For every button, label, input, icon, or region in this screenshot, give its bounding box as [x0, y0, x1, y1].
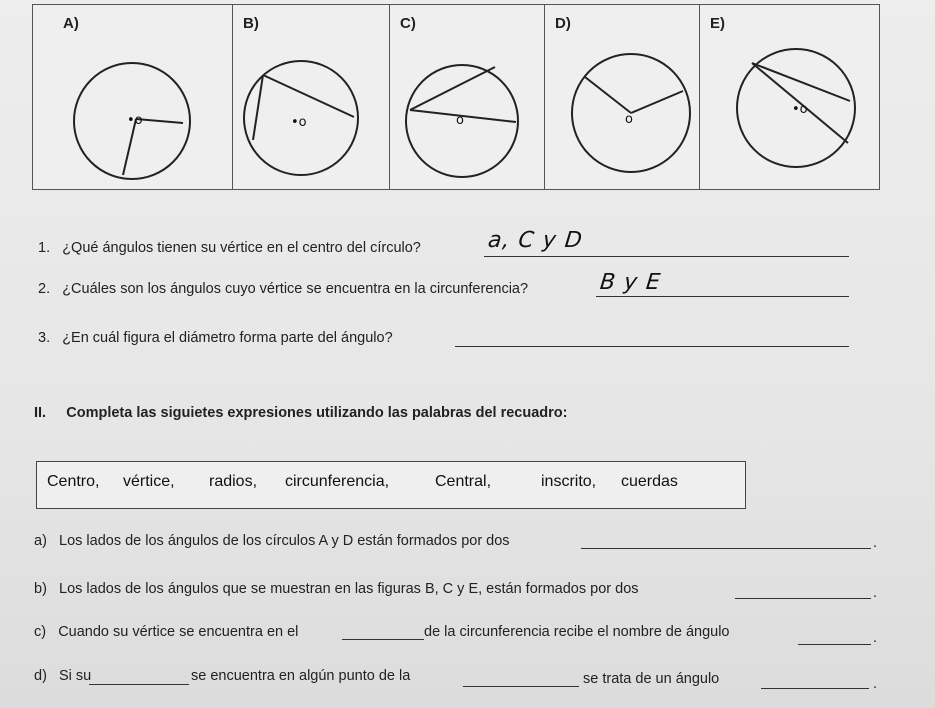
word-bank-item: Centro, — [47, 473, 100, 490]
completion-b — [34, 581, 639, 597]
figure-b-cell — [233, 5, 390, 189]
figure-e-cell — [700, 5, 881, 189]
section-2-number: II. — [34, 405, 47, 421]
question-1 — [38, 240, 421, 256]
word-bank-item: inscrito, — [541, 473, 597, 490]
circle-inscribed-angle-icon — [390, 5, 545, 191]
question-1-answer-line[interactable] — [484, 256, 849, 257]
completion-a — [34, 533, 510, 549]
completion-d-blank-1[interactable] — [89, 684, 189, 685]
completion-b-letter: b) — [34, 581, 47, 597]
completion-c-blank-1[interactable] — [342, 639, 424, 640]
completion-b-end: . — [873, 585, 878, 601]
question-2-answer: B y E — [598, 270, 663, 295]
figure-b-label: B) — [243, 15, 259, 32]
completion-b-blank[interactable] — [735, 598, 871, 599]
completion-d-text-1: Si su — [59, 668, 92, 684]
question-1-answer: a, C y D — [486, 228, 585, 253]
question-2-answer-line[interactable] — [596, 296, 849, 297]
figure-c-label: C) — [400, 15, 416, 32]
question-2-number: 2. — [38, 281, 51, 297]
completion-d-text-3: se trata de un ángulo — [583, 671, 720, 687]
completion-a-letter: a) — [34, 533, 47, 549]
completion-c-text-2: de la circunferencia recibe el nombre de ángulo — [424, 624, 730, 640]
completion-d-end: . — [873, 676, 878, 692]
circle-center-angle-icon — [33, 5, 233, 191]
completion-d-letter: d) — [34, 668, 47, 684]
section-2-heading — [34, 405, 567, 421]
completion-c — [34, 624, 298, 640]
completion-c-text-1: Cuando su vértice se encuentra en el — [58, 624, 299, 640]
svg-text:•o: •o — [291, 115, 307, 130]
svg-text:o: o — [456, 113, 464, 128]
question-3-number: 3. — [38, 330, 51, 346]
question-1-text: ¿Qué ángulos tienen su vértice en el centro del círculo? — [62, 240, 421, 256]
svg-text:o: o — [625, 112, 633, 127]
word-bank-box — [36, 461, 746, 509]
question-2-text: ¿Cuáles son los ángulos cuyo vértice se encuentra en la circunferencia? — [62, 281, 529, 297]
svg-text:•o: •o — [127, 113, 143, 128]
figure-d-cell — [545, 5, 700, 189]
question-3 — [38, 330, 393, 346]
circle-inscribed-angle-icon — [700, 5, 881, 191]
completion-d-text-2: se encuentra en algún punto de la — [191, 668, 411, 684]
completion-c-blank-2[interactable] — [798, 644, 871, 645]
figure-a-label: A) — [63, 15, 79, 32]
figures-table — [32, 4, 880, 190]
svg-text:•o: •o — [792, 102, 808, 117]
figure-c-cell — [390, 5, 545, 189]
completion-a-text: Los lados de los ángulos de los círculos A y D están formados por dos — [59, 533, 510, 549]
word-bank-item: radios, — [209, 473, 258, 490]
completion-c-letter: c) — [34, 624, 47, 640]
completion-a-blank[interactable] — [581, 548, 871, 549]
question-3-text: ¿En cuál figura el diámetro forma parte del ángulo? — [62, 330, 393, 346]
figure-d-label: D) — [555, 15, 571, 32]
circle-inscribed-angle-icon — [233, 5, 390, 191]
completion-a-end: . — [873, 535, 878, 551]
word-bank-item: Central, — [435, 473, 492, 490]
word-bank-item: vértice, — [123, 473, 175, 490]
completion-d-blank-3[interactable] — [761, 688, 869, 689]
question-2 — [38, 281, 528, 297]
question-3-answer-line[interactable] — [455, 346, 849, 347]
section-2-title: Completa las siguietes expresiones utilizando las palabras del recuadro: — [66, 405, 568, 421]
word-bank-item: cuerdas — [621, 473, 678, 490]
completion-d — [34, 668, 91, 684]
figure-e-label: E) — [710, 15, 725, 32]
completion-d-blank-2[interactable] — [463, 686, 579, 687]
word-bank-item: circunferencia, — [285, 473, 390, 490]
circle-center-angle-icon — [545, 5, 700, 191]
completion-c-end: . — [873, 630, 878, 646]
completion-b-text: Los lados de los ángulos que se muestran en las figuras B, C y E, están formados por dos — [59, 581, 639, 597]
figure-a-cell — [33, 5, 233, 189]
question-1-number: 1. — [38, 240, 51, 256]
